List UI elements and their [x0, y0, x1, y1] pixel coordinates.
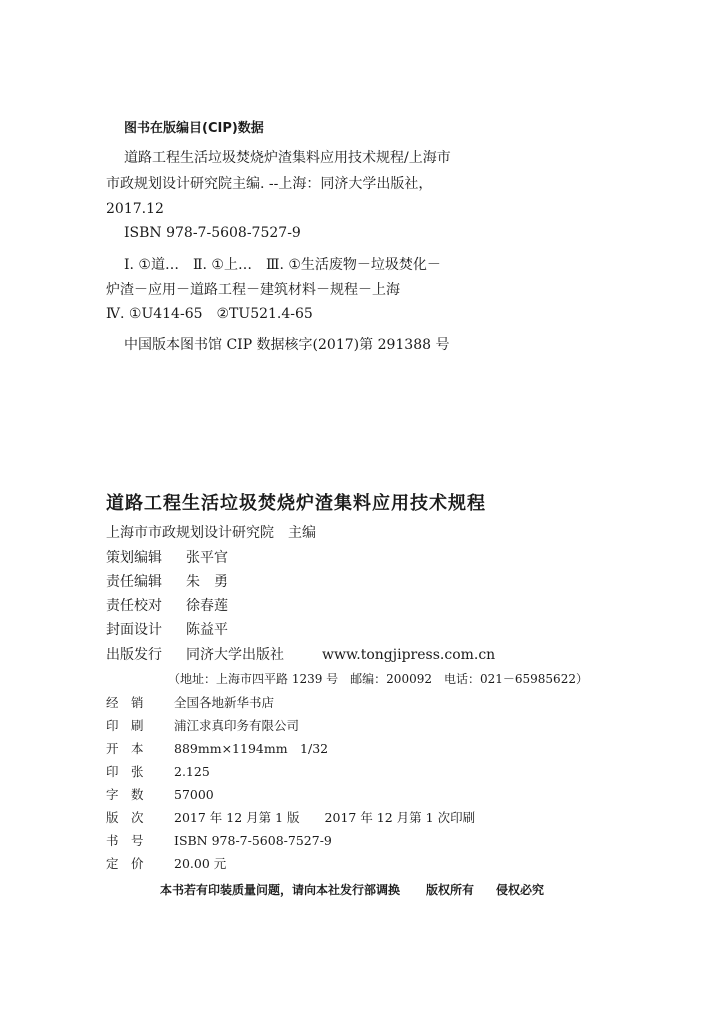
- spec-label: 印 刷: [106, 718, 144, 733]
- cip-classification-2: 炉渣－应用－道路工程－建筑材料－规程－上海: [106, 282, 400, 298]
- spec-label: 版 次: [106, 810, 144, 825]
- spec-label: 印 张: [106, 764, 144, 779]
- cip-isbn: ISBN 978-7-5608-7527-9: [124, 225, 301, 241]
- spec-label: 定 价: [106, 856, 144, 871]
- spec-label: 经 销: [106, 695, 144, 710]
- credit-name: 陈益平: [186, 622, 228, 638]
- rights-reserved: 版权所有: [426, 883, 475, 897]
- book-editor: 上海市市政规划设计研究院 主编: [106, 525, 316, 541]
- spec-label: 书 号: [106, 833, 144, 848]
- publisher-name: 同济大学出版社: [186, 647, 284, 663]
- spec-distributor: [106, 697, 274, 710]
- spec-word-count: [106, 789, 214, 802]
- spec-value: ISBN 978-7-5608-7527-9: [174, 833, 332, 848]
- credit-name: 朱 勇: [186, 574, 228, 590]
- spec-value: 2017 年 12 月第 1 版 2017 年 12 月第 1 次印刷: [174, 810, 476, 825]
- credit-role: 策划编辑: [106, 550, 162, 566]
- spec-value: 889mm×1194mm 1/32: [174, 741, 329, 756]
- piracy-warning: 侵权必究: [496, 883, 545, 897]
- credit-name: 徐春莲: [186, 598, 228, 614]
- credit-role: 出版发行: [106, 647, 162, 663]
- spec-price: [106, 858, 226, 871]
- spec-sheets: [106, 766, 210, 779]
- credit-planning-editor: [106, 551, 228, 565]
- copyright-notice: [160, 884, 544, 896]
- spec-value: 2.125: [174, 764, 210, 779]
- quality-notice: 本书若有印装质量问题，请向本社发行部调换: [160, 883, 401, 897]
- spec-printer: [106, 720, 299, 733]
- credit-name: 张平官: [186, 550, 228, 566]
- cip-record-number: 中国版本图书馆 CIP 数据核字(2017)第 291388 号: [124, 337, 450, 353]
- cip-heading: 图书在版编目(CIP)数据: [124, 121, 264, 136]
- cip-classification-1: Ⅰ. ①道… Ⅱ. ①上… Ⅲ. ①生活废物－垃圾焚化－: [124, 257, 441, 273]
- spec-value: 全国各地新华书店: [174, 695, 275, 710]
- cip-line-3: 2017.12: [106, 201, 164, 217]
- spec-label: 开 本: [106, 741, 144, 756]
- spec-value: 20.00 元: [174, 856, 227, 871]
- cip-line-1: 道路工程生活垃圾焚烧炉渣集料应用技术规程/上海市: [124, 150, 451, 166]
- spec-book-number: [106, 835, 332, 848]
- credit-proofreader: [106, 599, 228, 613]
- publisher-address: （地址：上海市四平路 1239 号 邮编：200092 电话：021－65985622）: [168, 672, 588, 686]
- book-title: 道路工程生活垃圾焚烧炉渣集料应用技术规程: [106, 493, 486, 514]
- spec-edition: [106, 812, 475, 825]
- credit-role: 责任编辑: [106, 574, 162, 590]
- credit-cover-design: [106, 623, 228, 637]
- cip-line-2: 市政规划设计研究院主编. --上海：同济大学出版社，: [106, 176, 433, 192]
- publisher-website: www.tongjipress.com.cn: [322, 647, 496, 663]
- spec-value: 浦江求真印务有限公司: [174, 718, 300, 733]
- credit-role: 责任校对: [106, 598, 162, 614]
- spec-format: [106, 743, 328, 756]
- credit-responsible-editor: [106, 575, 228, 589]
- credit-publisher: [106, 648, 495, 662]
- spec-value: 57000: [174, 787, 214, 802]
- spec-label: 字 数: [106, 787, 144, 802]
- cip-classification-3: Ⅳ. ①U414-65 ②TU521.4-65: [106, 306, 313, 322]
- credit-role: 封面设计: [106, 622, 162, 638]
